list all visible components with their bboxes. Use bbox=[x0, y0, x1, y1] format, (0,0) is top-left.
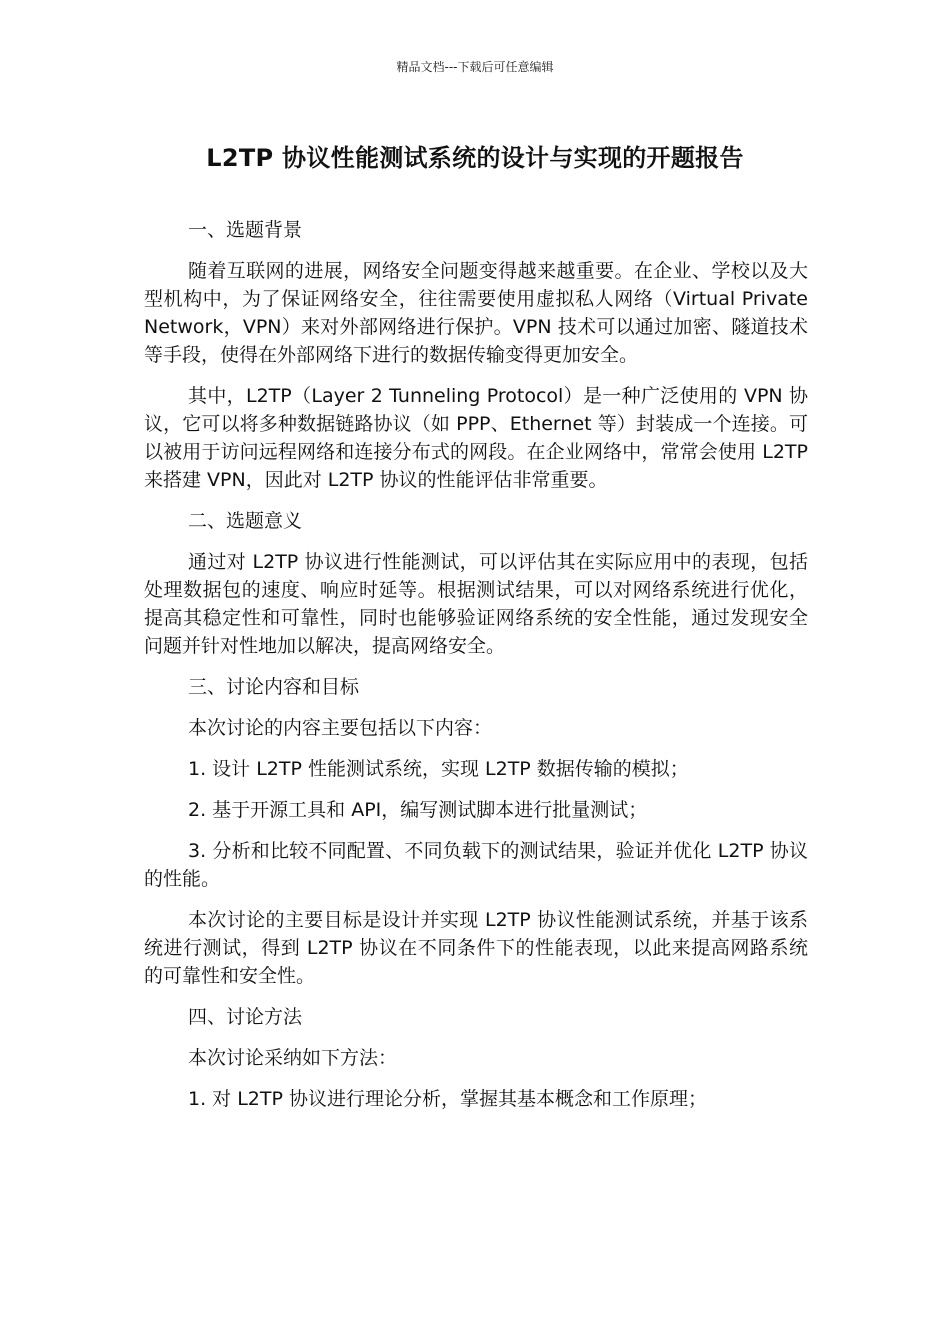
header-note: 精品文档---下载后可任意编辑 bbox=[396, 60, 554, 74]
document-body bbox=[144, 216, 808, 1126]
paragraph: 本次讨论的主要目标是设计并实现 L2TP 协议性能测试系统，并基于该系统进行测试，得到 L2TP 协议在不同条件下的性能表现，以此来提高网路系统的可靠性和安全性。 bbox=[144, 909, 808, 987]
section-heading-methods: 四、讨论方法 bbox=[188, 1006, 303, 1028]
section-heading-background: 一、选题背景 bbox=[188, 219, 303, 241]
document-title: L2TP 协议性能测试系统的设计与实现的开题报告 bbox=[206, 144, 744, 172]
section-heading-significance: 二、选题意义 bbox=[188, 510, 303, 532]
section-heading-content-goals: 三、讨论内容和目标 bbox=[188, 676, 360, 698]
paragraph: 本次讨论的内容主要包括以下内容： bbox=[188, 717, 493, 739]
paragraph: 随着互联网的进展，网络安全问题变得越来越重要。在企业、学校以及大型机构中，为了保证网络安全，往往需要使用虚拟私人网络（Virtual Private Network，VPN）来对外部网络进行保护。VPN 技术可以通过加密、隧道技术等手段，使得在外部网络下进行的数据传输变得更加安全。 bbox=[144, 260, 808, 366]
list-item: 3. 分析和比较不同配置、不同负载下的测试结果，验证并优化 L2TP 协议的性能。 bbox=[144, 840, 808, 890]
paragraph: 其中，L2TP（Layer 2 Tunneling Protocol）是一种广泛使用的 VPN 协议，它可以将多种数据链路协议（如 PPP、Ethernet 等）封装成一个连接。可以被用于访问远程网络和连接分布式的网段。在企业网络中，常常会使用 L2TP 来搭建 VPN，因此对 L2TP 协议的性能评估非常重要。 bbox=[144, 385, 808, 491]
list-item: 1. 设计 L2TP 性能测试系统，实现 L2TP 数据传输的模拟； bbox=[188, 758, 689, 780]
list-item: 2. 基于开源工具和 API，编写测试脚本进行批量测试； bbox=[188, 799, 648, 821]
paragraph: 本次讨论采纳如下方法： bbox=[188, 1047, 398, 1069]
paragraph: 通过对 L2TP 协议进行性能测试，可以评估其在实际应用中的表现，包括处理数据包的速度、响应时延等。根据测试结果，可以对网络系统进行优化，提高其稳定性和可靠性，同时也能够验证网络系统的安全性能，通过发现安全问题并针对性地加以解决，提高网络安全。 bbox=[144, 551, 808, 657]
list-item: 1. 对 L2TP 协议进行理论分析，掌握其基本概念和工作原理； bbox=[188, 1088, 707, 1110]
